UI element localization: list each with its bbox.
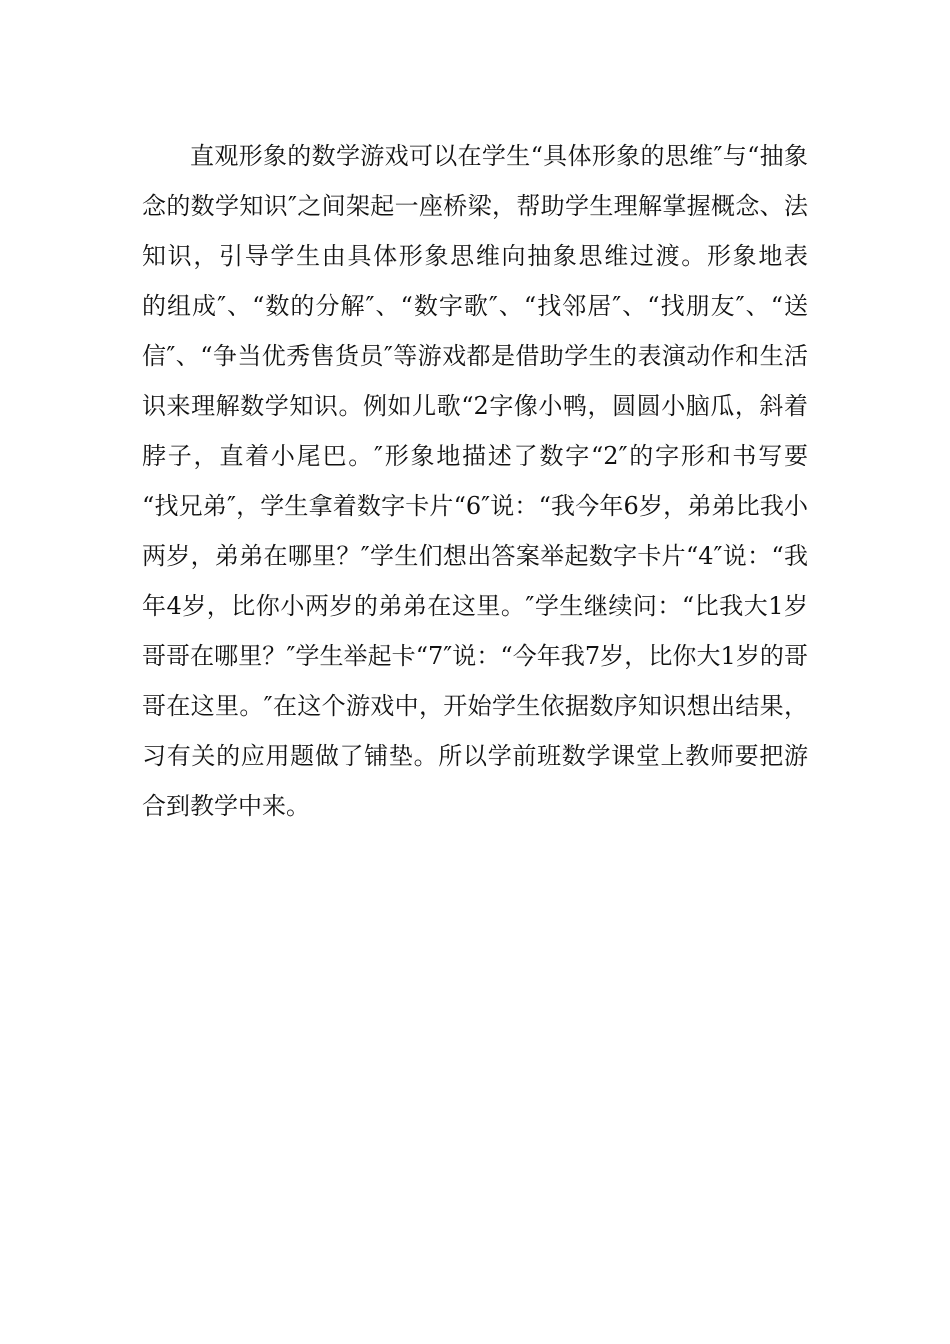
paragraph-line: 的组成″、“数的分解″、“数字歌″、“找邻居″、“找朋友″、“送	[142, 292, 808, 320]
paragraph-line: 哥在这里。″在这个游戏中，开始学生依据数序知识想出结果，	[142, 692, 808, 720]
paragraph-line: “找兄弟″，学生拿着数字卡片“6″说：“我今年6岁，弟弟比我小	[142, 492, 808, 520]
paragraph-line: 习有关的应用题做了铺垫。所以学前班数学课堂上教师要把游	[142, 742, 808, 770]
paragraph-line: 直观形象的数学游戏可以在学生“具体形象的思维″与“抽象	[190, 142, 808, 170]
paragraph-line: 信″、“争当优秀售货员″等游戏都是借助学生的表演动作和生活	[142, 342, 808, 370]
paragraph-line: 知识，引导学生由具体形象思维向抽象思维过渡。形象地表	[142, 242, 808, 270]
paragraph-line: 哥哥在哪里？″学生举起卡“7″说：“今年我7岁，比你大1岁的哥	[142, 642, 808, 670]
body-paragraph	[142, 131, 808, 831]
paragraph-line: 年4岁，比你小两岁的弟弟在这里。″学生继续问：“比我大1岁	[142, 592, 808, 620]
paragraph-line: 识来理解数学知识。例如儿歌“2字像小鸭，圆圆小脑瓜，斜着	[142, 392, 808, 420]
paragraph-line: 两岁，弟弟在哪里？″学生们想出答案举起数字卡片“4″说：“我	[142, 542, 808, 570]
paragraph-line: 念的数学知识″之间架起一座桥梁，帮助学生理解掌握概念、法	[142, 192, 808, 220]
paragraph-line-last: 合到教学中来。	[142, 792, 310, 820]
paragraph-line: 脖子，直着小尾巴。″形象地描述了数字“2″的字形和书写要	[142, 442, 808, 470]
